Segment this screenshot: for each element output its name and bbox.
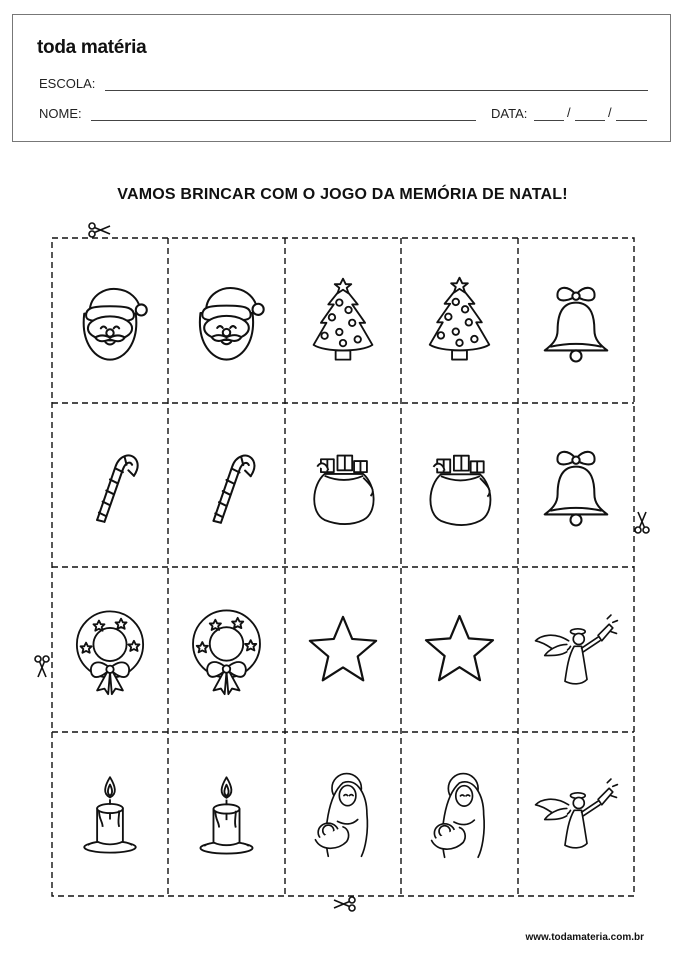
date-separator: / — [567, 105, 571, 120]
memory-card-star[interactable] — [413, 603, 506, 696]
name-field[interactable] — [91, 120, 476, 121]
bell-icon — [530, 439, 622, 531]
angel-icon — [530, 768, 622, 860]
date-day-field[interactable] — [534, 120, 564, 121]
angel-icon — [530, 604, 622, 696]
memory-card-wreath[interactable] — [180, 603, 273, 696]
school-label: ESCOLA: — [39, 76, 96, 91]
virgin-and-child-icon — [413, 768, 506, 861]
star-icon — [297, 604, 389, 696]
memory-card-angel[interactable] — [530, 768, 622, 860]
memory-card-star[interactable] — [297, 604, 389, 696]
date-label: DATA: — [491, 106, 528, 121]
candle-icon — [180, 768, 273, 861]
virgin-and-child-icon — [297, 768, 389, 860]
candy-cane-icon — [64, 439, 156, 531]
memory-card-wreath[interactable] — [64, 604, 156, 696]
memory-card-candle[interactable] — [64, 768, 156, 860]
name-label: NOME: — [39, 106, 82, 121]
santa-claus-icon — [64, 275, 156, 367]
candle-icon — [64, 768, 156, 860]
memory-card-christmas-tree[interactable] — [297, 275, 389, 367]
footer-website: www.todamateria.com.br — [525, 932, 644, 943]
scissors-icon — [332, 896, 356, 912]
memory-card-virgin-and-child[interactable] — [297, 768, 389, 860]
memory-card-candy-cane[interactable] — [180, 439, 273, 532]
wreath-icon — [64, 604, 156, 696]
scissors-icon — [34, 655, 50, 679]
scissors-icon — [634, 510, 650, 534]
school-field[interactable] — [105, 90, 648, 91]
star-icon — [413, 603, 506, 696]
memory-card-gift-sack[interactable] — [297, 439, 389, 531]
gift-sack-icon — [413, 439, 506, 532]
memory-card-christmas-tree[interactable] — [413, 274, 506, 367]
candy-cane-icon — [180, 439, 273, 532]
brand-logo: toda matéria — [37, 37, 147, 58]
christmas-tree-icon — [413, 274, 506, 367]
christmas-tree-icon — [297, 275, 389, 367]
page-title: VAMOS BRINCAR COM O JOGO DA MEMÓRIA DE NATAL! — [117, 186, 568, 203]
memory-card-bell[interactable] — [530, 275, 622, 367]
gift-sack-icon — [297, 439, 389, 531]
date-year-field[interactable] — [616, 120, 647, 121]
scissors-icon — [88, 222, 112, 238]
wreath-icon — [180, 603, 273, 696]
memory-card-gift-sack[interactable] — [413, 439, 506, 532]
worksheet-header — [12, 14, 671, 142]
memory-card-angel[interactable] — [530, 604, 622, 696]
memory-card-virgin-and-child[interactable] — [413, 768, 506, 861]
date-month-field[interactable] — [575, 120, 605, 121]
memory-card-grid — [51, 237, 635, 897]
bell-icon — [530, 275, 622, 367]
memory-card-bell[interactable] — [530, 439, 622, 531]
memory-card-santa-claus[interactable] — [180, 274, 273, 367]
santa-claus-icon — [180, 274, 273, 367]
date-separator: / — [608, 105, 612, 120]
memory-card-candy-cane[interactable] — [64, 439, 156, 531]
memory-card-candle[interactable] — [180, 768, 273, 861]
memory-card-santa-claus[interactable] — [64, 275, 156, 367]
